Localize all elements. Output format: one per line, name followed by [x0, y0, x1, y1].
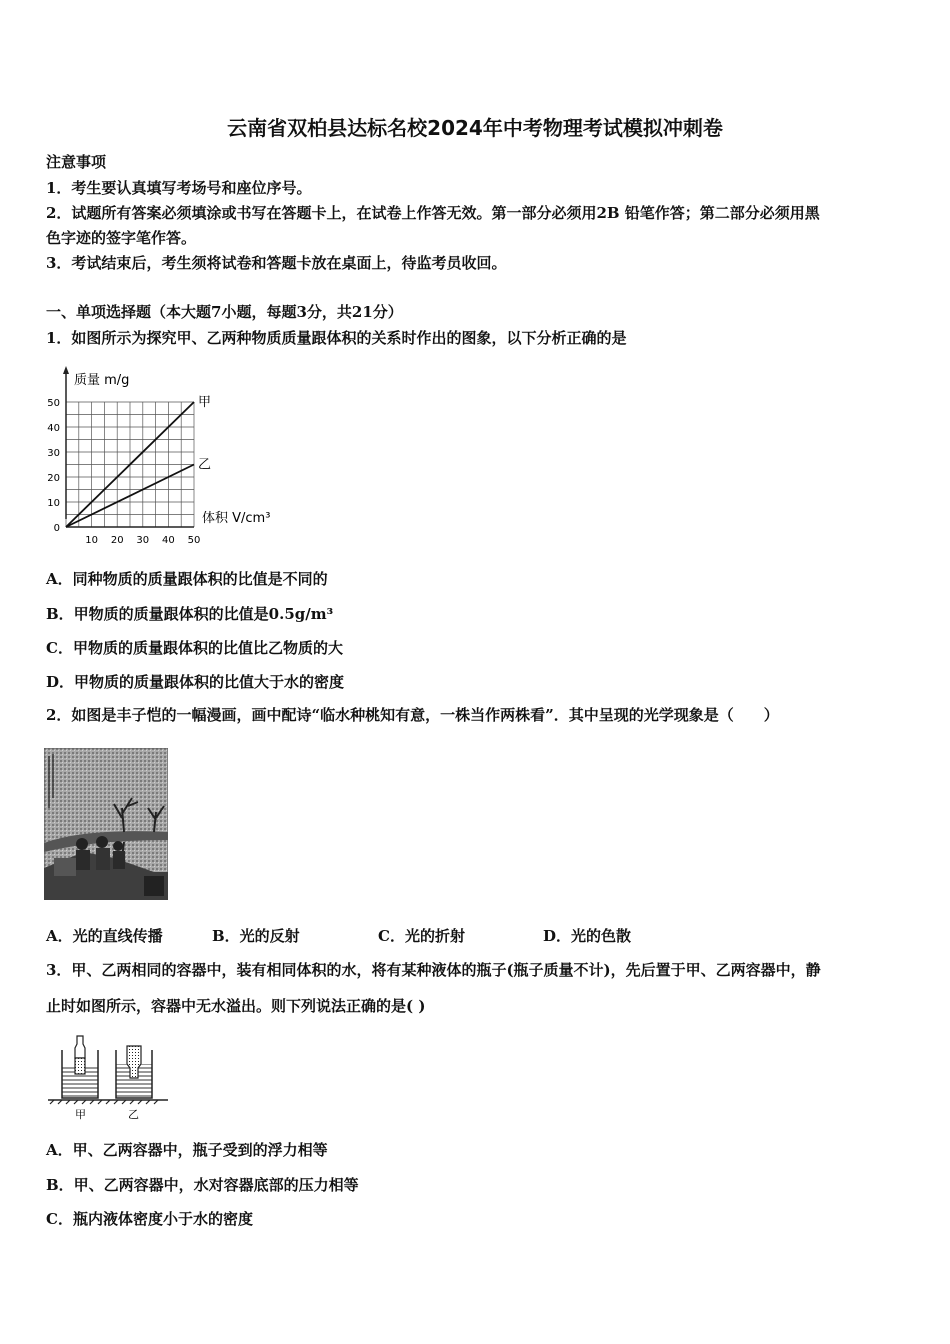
bottle-a-liquid [75, 1058, 85, 1074]
x-tick-label: 30 [136, 535, 150, 546]
y-axis-arrow [63, 366, 69, 374]
q3-option-a[interactable]: A．甲、乙两容器中，瓶子受到的浮力相等 [46, 1141, 328, 1159]
x-tick-label: 10 [85, 535, 98, 546]
container-a-label: 甲 [75, 1108, 86, 1121]
q2-option-b[interactable]: B．光的反射 [212, 927, 300, 945]
q3-option-c[interactable]: C．瓶内液体密度小于水的密度 [46, 1210, 253, 1228]
notice-item: 1．考生要认真填写考场号和座位序号。 [46, 179, 312, 197]
y-tick-label: 20 [47, 473, 60, 484]
containers-diagram [44, 1030, 174, 1122]
y-tick-label: 0 [53, 523, 60, 534]
question-3-stem-line-2: 止时如图所示，容器中无水溢出。则下列说法正确的是( ) [46, 997, 426, 1015]
y-tick-label: 40 [47, 423, 60, 434]
notice-item: 2．试题所有答案必须填涂或书写在答题卡上，在试卷上作答无效。第一部分必须用2B 铅笔作答；第二部分必须用黑 [46, 204, 820, 222]
question-1-stem: 1．如图所示为探究甲、乙两种物质质量跟体积的关系时作出的图象，以下分析正确的是 [46, 329, 627, 347]
question-3-stem-line-1: 3．甲、乙两相同的容器中，装有相同体积的水，将有某种液体的瓶子(瓶子质量不计)，先后置于甲、乙两容器中，静 [46, 961, 821, 979]
y-axis-label: 质量 m/g [74, 373, 130, 388]
notice-heading: 注意事项 [46, 153, 107, 171]
notice-item: 色字迹的签字笔作答。 [46, 229, 197, 247]
y-tick-label: 10 [47, 498, 60, 509]
cartoon-illustration [44, 748, 168, 900]
x-tick-label: 40 [162, 535, 175, 546]
q1-option-d[interactable]: D．甲物质的质量跟体积的比值大于水的密度 [46, 673, 345, 691]
x-axis-label: 体积 V/cm³ [202, 511, 271, 526]
mass-volume-chart [44, 364, 274, 550]
container-b-label: 乙 [128, 1108, 139, 1121]
container-b [116, 1046, 152, 1098]
notice-item: 3．考试结束后，考生须将试卷和答题卡放在桌面上，待监考员收回。 [46, 254, 507, 272]
y-tick-label: 50 [47, 398, 60, 409]
q2-option-d[interactable]: D．光的色散 [543, 927, 632, 945]
q2-option-a[interactable]: A．光的直线传播 [46, 927, 163, 945]
question-2-stem: 2．如图是丰子恺的一幅漫画，画中配诗“临水种桃知有意，一株当作两株看”．其中呈现的光学现象是（ ） [46, 706, 779, 724]
q1-option-a[interactable]: A．同种物质的质量跟体积的比值是不同的 [46, 570, 328, 588]
q3-option-b[interactable]: B．甲、乙两容器中，水对容器底部的压力相等 [46, 1176, 359, 1194]
series-label: 乙 [198, 457, 212, 473]
q2-option-c[interactable]: C．光的折射 [378, 927, 465, 945]
page-title: 云南省双柏县达标名校2024年中考物理考试模拟冲刺卷 [227, 116, 723, 140]
y-tick-label: 30 [47, 448, 60, 459]
section-heading: 一、单项选择题（本大题7小题，每题3分，共21分） [46, 303, 403, 321]
series-label: 甲 [198, 395, 212, 410]
container-a [62, 1036, 98, 1098]
x-tick-label: 20 [110, 535, 124, 546]
x-tick-label: 50 [187, 535, 201, 546]
bottle-a-upper [75, 1036, 85, 1058]
q1-option-b[interactable]: B．甲物质的质量跟体积的比值是0.5g/m³ [46, 605, 334, 623]
q1-option-c[interactable]: C．甲物质的质量跟体积的比值比乙物质的大 [46, 639, 343, 657]
